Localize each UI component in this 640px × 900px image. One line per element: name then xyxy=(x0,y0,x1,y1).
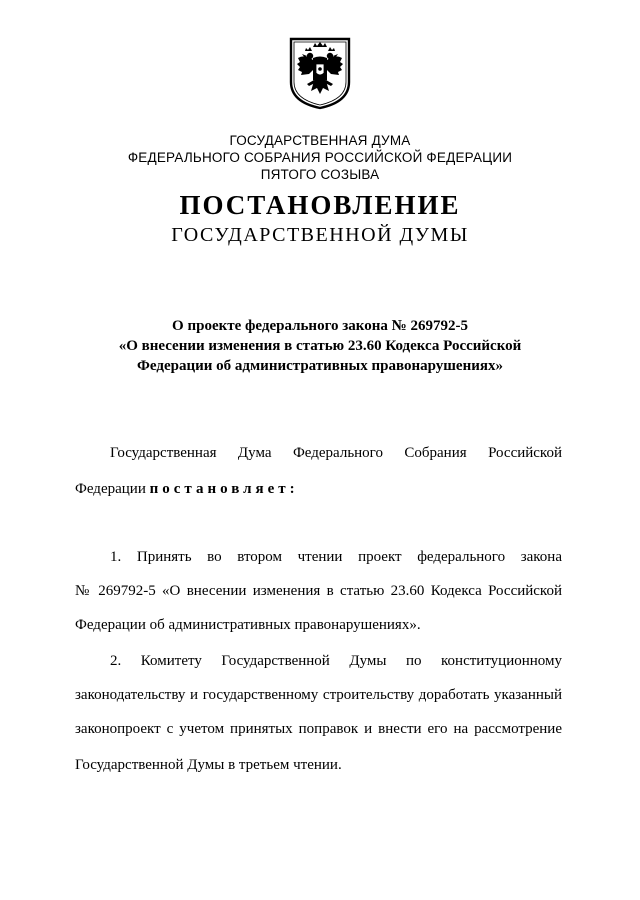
item-1-line-2: № 269792-5 «О внесении изменения в статью 23.60 Кодекса Российской xyxy=(75,583,562,599)
resolves-word: постановляет: xyxy=(149,481,299,497)
item-2-line-3: законопроект с учетом принятых поправок и внести его на рассмотрение xyxy=(75,721,562,737)
item-2-line-4: Государственной Думы в третьем чтении. xyxy=(75,757,342,773)
item-2-line-1: 2. Комитету Государственной Думы по конституционному xyxy=(110,653,562,669)
header-line-2: ФЕДЕРАЛЬНОГО СОБРАНИЯ РОССИЙСКОЙ ФЕДЕРАЦИИ xyxy=(127,150,513,165)
item-1-line-3: Федерации об административных правонарушениях». xyxy=(75,617,421,633)
preamble-line-2 xyxy=(75,472,562,506)
document-subtitle: ГОСУДАРСТВЕННОЙ ДУМЫ xyxy=(171,224,469,246)
bill-title-line-1: О проекте федерального закона № 269792-5 xyxy=(172,318,468,334)
header-line-3: ПЯТОГО СОЗЫВА xyxy=(260,167,380,182)
preamble-line-1: Государственная Дума Федерального Собрания Российской xyxy=(110,445,562,461)
coat-of-arms-icon xyxy=(287,36,353,110)
item-2-line-2: законодательству и государственному строительству доработать указанный xyxy=(75,687,562,703)
bill-title xyxy=(80,316,560,376)
item-1-line-1: 1. Принять во втором чтении проект федерального закона xyxy=(110,549,562,565)
preamble-prefix: Федерации xyxy=(75,481,146,497)
bill-title-line-2: «О внесении изменения в статью 23.60 Кодекса Российской xyxy=(118,338,522,354)
bill-title-line-3: Федерации об административных правонарушениях» xyxy=(137,358,503,374)
header-line-1: ГОСУДАРСТВЕННАЯ ДУМА xyxy=(229,133,411,148)
document-title: ПОСТАНОВЛЕНИЕ xyxy=(179,190,461,220)
